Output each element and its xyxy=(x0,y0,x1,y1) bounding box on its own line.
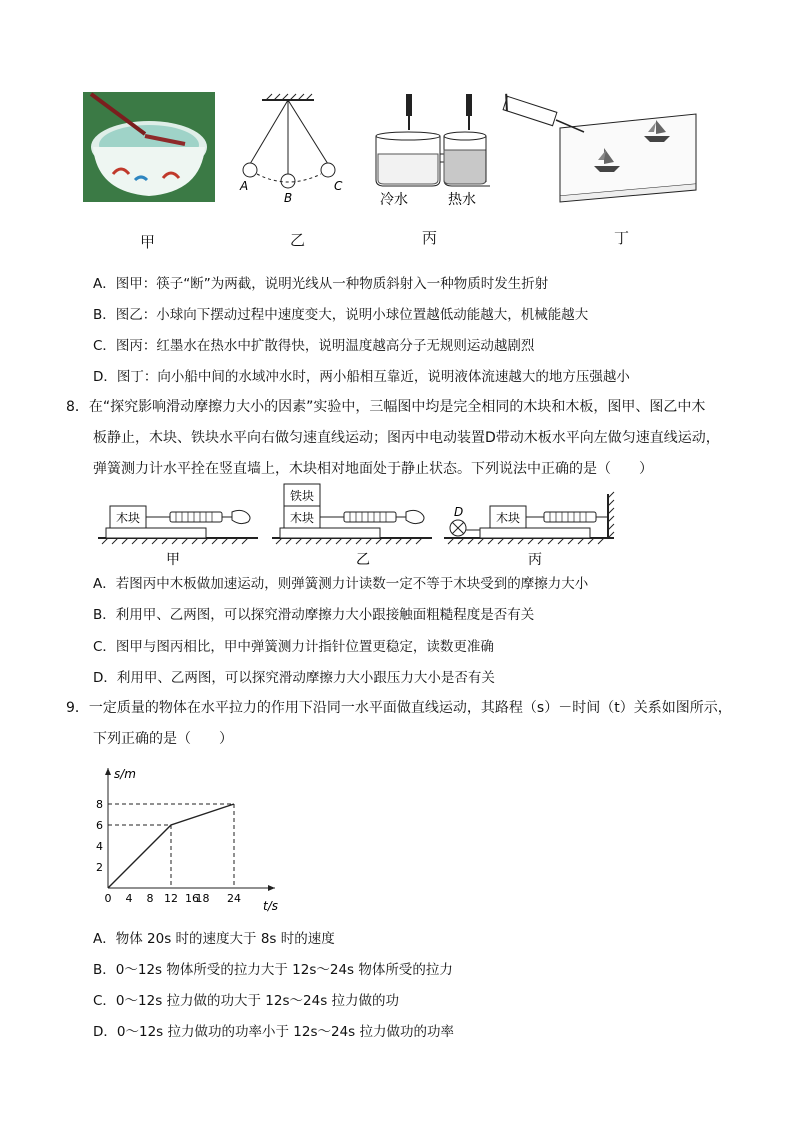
pendulum-label-a: A xyxy=(240,179,249,193)
x-axis-arrow xyxy=(268,885,275,891)
q8-stem-line-1: 8．在“探究影响滑动摩擦力大小的因素”实验中，三幅图中均是完全相同的木块和木板，图甲、图乙中木 xyxy=(66,399,706,415)
y-tick-label: 6 xyxy=(96,819,103,832)
figure-yi-pendulum xyxy=(232,92,352,212)
y-tick-label: 8 xyxy=(96,798,103,811)
q8-block-label-jia: 木块 xyxy=(116,511,141,525)
x-axis-label: t/s xyxy=(263,899,278,912)
q8-option-c: C．图甲与图丙相比，甲中弹簧测力计指针位置更稳定，读数更准确 xyxy=(93,639,494,655)
x-tick-label: 4 xyxy=(125,892,133,905)
q7-option-b: B．图乙：小球向下摆动过程中速度变大，说明小球位置越低动能越大，机械能越大 xyxy=(93,307,589,323)
q9-stem-line-2: 下列正确的是（ ） xyxy=(93,731,233,747)
y-axis-arrow xyxy=(105,768,111,775)
caption-yi: 乙 xyxy=(290,231,306,249)
pendulum-label-b: B xyxy=(284,191,293,205)
caption-jia: 甲 xyxy=(140,233,156,251)
figure-ding-boats xyxy=(500,92,700,204)
q8-caption-bing: 丙 xyxy=(528,552,542,568)
q8-figure xyxy=(96,482,616,568)
x-tick-label: 18 xyxy=(195,892,210,905)
beaker-label-hot: 热水 xyxy=(448,192,476,208)
q8-iron-label: 铁块 xyxy=(290,489,315,503)
q8-motor-label: D xyxy=(454,505,464,519)
q8-block-label-bing: 木块 xyxy=(496,511,521,525)
q8-caption-yi: 乙 xyxy=(356,552,370,568)
q9-option-b: B．0～12s 物体所受的拉力大于 12s～24s 物体所受的拉力 xyxy=(93,962,453,978)
caption-bing: 丙 xyxy=(422,229,438,247)
x-tick-label: 8 xyxy=(146,892,154,905)
y-tick-label: 2 xyxy=(96,861,103,874)
q8-figure-yi xyxy=(272,484,432,544)
q9-option-d: D．0～12s 拉力做功的功率小于 12s～24s 拉力做功的功率 xyxy=(93,1024,454,1040)
hand-icon xyxy=(406,510,424,523)
q8-figure-bing xyxy=(444,492,614,544)
q9-stem-line-1: 9．一定质量的物体在水平拉力的作用下沿同一水平面做直线运动，其路程（s）－时间（t）关系如图所示， xyxy=(66,700,732,716)
q8-option-a: A．若图丙中木板做加速运动，则弹簧测力计读数一定不等于木块受到的摩擦力大小 xyxy=(93,576,589,592)
st-chart xyxy=(90,760,290,912)
q8-stem-line-3: 弹簧测力计水平拴在竖直墙上，木块相对地面处于静止状态。下列说法中正确的是（ ） xyxy=(93,461,653,477)
q8-caption-jia: 甲 xyxy=(166,552,180,568)
caption-ding: 丁 xyxy=(614,229,630,247)
q8-figure-jia xyxy=(98,506,258,544)
hand-icon xyxy=(232,510,250,523)
y-tick-label: 4 xyxy=(96,840,103,853)
q7-option-a: A．图甲：筷子“断”为两截，说明光线从一种物质斜射入一种物质时发生折射 xyxy=(93,276,549,292)
q8-option-b: B．利用甲、乙两图，可以探究滑动摩擦力大小跟接触面粗糙程度是否有关 xyxy=(93,607,535,623)
figure-jia-photo xyxy=(83,92,215,202)
pendulum-label-c: C xyxy=(334,179,343,193)
q7-option-c: C．图丙：红墨水在热水中扩散得快，说明温度越高分子无规则运动越剧烈 xyxy=(93,338,535,354)
bowl-chopstick-image xyxy=(83,92,215,202)
x-tick-label: 16 xyxy=(185,892,199,905)
q8-option-d: D．利用甲、乙两图，可以探究滑动摩擦力大小跟压力大小是否有关 xyxy=(93,670,495,686)
x-tick-label: 24 xyxy=(227,892,241,905)
y-axis-label: s/m xyxy=(114,767,136,781)
x-tick-label: 12 xyxy=(164,892,178,905)
beaker-label-cold: 冷水 xyxy=(380,192,408,208)
q9-option-c: C．0～12s 拉力做的功大于 12s～24s 拉力做的功 xyxy=(93,993,400,1009)
x-tick-label: 0 xyxy=(104,892,112,905)
q9-option-a: A．物体 20s 时的速度大于 8s 时的速度 xyxy=(93,931,335,947)
q7-option-d: D．图丁：向小船中间的水域冲水时，两小船相互靠近，说明液体流速越大的地方压强越小 xyxy=(93,369,630,385)
q8-stem-line-2: 板静止，木块、铁块水平向右做匀速直线运动；图丙中电动装置D带动木板水平向左做匀速直线运动， xyxy=(93,430,720,446)
figure-bing-beakers xyxy=(370,92,490,212)
q8-block-label-yi: 木块 xyxy=(290,511,315,525)
